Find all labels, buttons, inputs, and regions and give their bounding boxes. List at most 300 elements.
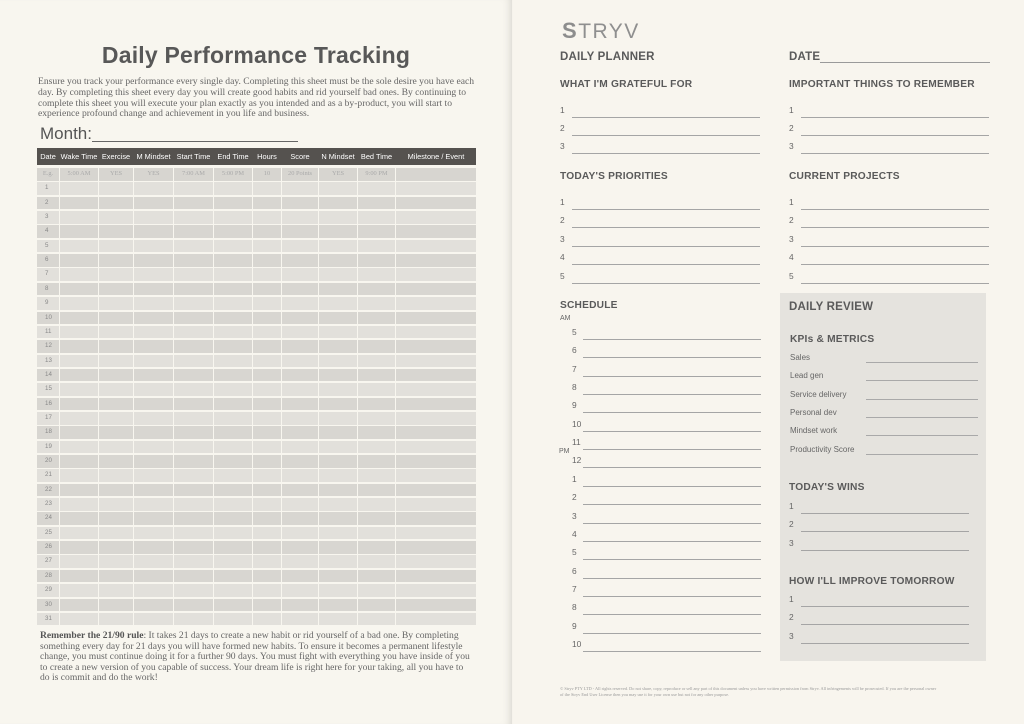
entry-cell[interactable] bbox=[253, 340, 281, 353]
entry-cell[interactable] bbox=[214, 182, 252, 195]
win-line[interactable] bbox=[789, 501, 969, 511]
entry-cell[interactable] bbox=[60, 254, 98, 267]
entry-cell[interactable] bbox=[396, 555, 476, 568]
entry-cell[interactable] bbox=[134, 369, 173, 382]
entry-cell[interactable] bbox=[134, 326, 173, 339]
entry-cell[interactable] bbox=[396, 340, 476, 353]
kpi-input-line[interactable] bbox=[866, 417, 978, 418]
kpi-input-line[interactable] bbox=[866, 399, 978, 400]
entry-cell[interactable] bbox=[174, 283, 213, 296]
entry-cell[interactable] bbox=[99, 326, 133, 339]
entry-cell[interactable] bbox=[134, 240, 173, 253]
entry-cell[interactable] bbox=[282, 268, 318, 281]
remember-line[interactable] bbox=[789, 123, 989, 133]
entry-cell[interactable] bbox=[99, 283, 133, 296]
entry-cell[interactable] bbox=[60, 326, 98, 339]
entry-cell[interactable] bbox=[134, 455, 173, 468]
entry-cell[interactable] bbox=[60, 469, 98, 482]
entry-cell[interactable] bbox=[134, 312, 173, 325]
entry-cell[interactable] bbox=[396, 240, 476, 253]
entry-cell[interactable] bbox=[99, 340, 133, 353]
grateful-line[interactable] bbox=[560, 141, 760, 151]
entry-cell[interactable] bbox=[358, 312, 395, 325]
entry-cell[interactable] bbox=[396, 412, 476, 425]
entry-cell[interactable] bbox=[214, 570, 252, 583]
entry-cell[interactable] bbox=[282, 599, 318, 612]
entry-cell[interactable] bbox=[174, 498, 213, 511]
entry-cell[interactable] bbox=[358, 398, 395, 411]
entry-cell[interactable] bbox=[134, 254, 173, 267]
entry-cell[interactable] bbox=[358, 197, 395, 210]
grateful-line[interactable] bbox=[560, 123, 760, 133]
entry-cell[interactable] bbox=[134, 340, 173, 353]
entry-cell[interactable] bbox=[319, 369, 357, 382]
entry-cell[interactable] bbox=[396, 512, 476, 525]
entry-cell[interactable] bbox=[282, 211, 318, 224]
entry-cell[interactable] bbox=[60, 283, 98, 296]
entry-cell[interactable] bbox=[134, 613, 173, 626]
entry-cell[interactable] bbox=[174, 512, 213, 525]
entry-cell[interactable] bbox=[99, 541, 133, 554]
entry-cell[interactable] bbox=[253, 441, 281, 454]
entry-cell[interactable] bbox=[99, 182, 133, 195]
project-line[interactable] bbox=[789, 215, 989, 225]
entry-cell[interactable] bbox=[253, 599, 281, 612]
entry-cell[interactable] bbox=[99, 240, 133, 253]
entry-cell[interactable] bbox=[60, 527, 98, 540]
project-line[interactable] bbox=[789, 197, 989, 207]
project-line[interactable] bbox=[789, 234, 989, 244]
entry-cell[interactable] bbox=[214, 555, 252, 568]
entry-cell[interactable] bbox=[253, 469, 281, 482]
entry-cell[interactable] bbox=[319, 283, 357, 296]
entry-cell[interactable] bbox=[99, 498, 133, 511]
entry-cell[interactable] bbox=[319, 512, 357, 525]
entry-cell[interactable] bbox=[358, 340, 395, 353]
entry-cell[interactable] bbox=[282, 225, 318, 238]
entry-cell[interactable] bbox=[134, 484, 173, 497]
kpi-input-line[interactable] bbox=[866, 454, 978, 455]
entry-cell[interactable] bbox=[253, 555, 281, 568]
schedule-line[interactable] bbox=[572, 419, 761, 429]
entry-cell[interactable] bbox=[134, 383, 173, 396]
entry-cell[interactable] bbox=[60, 426, 98, 439]
entry-cell[interactable] bbox=[134, 584, 173, 597]
entry-cell[interactable] bbox=[174, 340, 213, 353]
entry-cell[interactable] bbox=[319, 355, 357, 368]
entry-cell[interactable] bbox=[99, 570, 133, 583]
entry-cell[interactable] bbox=[174, 369, 213, 382]
entry-cell[interactable] bbox=[60, 412, 98, 425]
entry-cell[interactable] bbox=[282, 412, 318, 425]
entry-cell[interactable] bbox=[396, 498, 476, 511]
entry-cell[interactable] bbox=[396, 441, 476, 454]
entry-cell[interactable] bbox=[396, 268, 476, 281]
schedule-line[interactable] bbox=[572, 364, 761, 374]
entry-cell[interactable] bbox=[60, 197, 98, 210]
entry-cell[interactable] bbox=[358, 613, 395, 626]
entry-cell[interactable] bbox=[396, 613, 476, 626]
entry-cell[interactable] bbox=[282, 441, 318, 454]
entry-cell[interactable] bbox=[214, 398, 252, 411]
entry-cell[interactable] bbox=[134, 441, 173, 454]
entry-cell[interactable] bbox=[99, 268, 133, 281]
entry-cell[interactable] bbox=[60, 355, 98, 368]
entry-cell[interactable] bbox=[214, 599, 252, 612]
entry-cell[interactable] bbox=[99, 584, 133, 597]
entry-cell[interactable] bbox=[174, 613, 213, 626]
entry-cell[interactable] bbox=[282, 555, 318, 568]
entry-cell[interactable] bbox=[99, 555, 133, 568]
entry-cell[interactable] bbox=[134, 283, 173, 296]
entry-cell[interactable] bbox=[319, 570, 357, 583]
entry-cell[interactable] bbox=[282, 541, 318, 554]
entry-cell[interactable] bbox=[253, 268, 281, 281]
schedule-line[interactable] bbox=[572, 621, 761, 631]
entry-cell[interactable] bbox=[174, 584, 213, 597]
entry-cell[interactable] bbox=[282, 326, 318, 339]
entry-cell[interactable] bbox=[214, 484, 252, 497]
entry-cell[interactable] bbox=[253, 225, 281, 238]
priority-line[interactable] bbox=[560, 252, 760, 262]
entry-cell[interactable] bbox=[396, 225, 476, 238]
entry-cell[interactable] bbox=[319, 555, 357, 568]
entry-cell[interactable] bbox=[253, 484, 281, 497]
entry-cell[interactable] bbox=[134, 182, 173, 195]
entry-cell[interactable] bbox=[60, 570, 98, 583]
entry-cell[interactable] bbox=[214, 326, 252, 339]
entry-cell[interactable] bbox=[174, 297, 213, 310]
entry-cell[interactable] bbox=[134, 398, 173, 411]
entry-cell[interactable] bbox=[282, 426, 318, 439]
entry-cell[interactable] bbox=[253, 398, 281, 411]
entry-cell[interactable] bbox=[99, 297, 133, 310]
entry-cell[interactable] bbox=[319, 398, 357, 411]
entry-cell[interactable] bbox=[319, 254, 357, 267]
entry-cell[interactable] bbox=[358, 211, 395, 224]
entry-cell[interactable] bbox=[99, 197, 133, 210]
entry-cell[interactable] bbox=[358, 441, 395, 454]
entry-cell[interactable] bbox=[282, 297, 318, 310]
entry-cell[interactable] bbox=[214, 254, 252, 267]
entry-cell[interactable] bbox=[99, 398, 133, 411]
entry-cell[interactable] bbox=[99, 312, 133, 325]
schedule-line[interactable] bbox=[572, 602, 761, 612]
kpi-input-line[interactable] bbox=[866, 435, 978, 436]
entry-cell[interactable] bbox=[99, 527, 133, 540]
schedule-line[interactable] bbox=[572, 345, 761, 355]
entry-cell[interactable] bbox=[253, 383, 281, 396]
month-field[interactable] bbox=[40, 124, 300, 144]
entry-cell[interactable] bbox=[99, 613, 133, 626]
entry-cell[interactable] bbox=[282, 355, 318, 368]
entry-cell[interactable] bbox=[174, 570, 213, 583]
entry-cell[interactable] bbox=[253, 512, 281, 525]
entry-cell[interactable] bbox=[282, 498, 318, 511]
entry-cell[interactable] bbox=[214, 455, 252, 468]
entry-cell[interactable] bbox=[319, 340, 357, 353]
entry-cell[interactable] bbox=[282, 340, 318, 353]
entry-cell[interactable] bbox=[134, 527, 173, 540]
entry-cell[interactable] bbox=[60, 512, 98, 525]
entry-cell[interactable] bbox=[174, 599, 213, 612]
entry-cell[interactable] bbox=[99, 469, 133, 482]
schedule-line[interactable] bbox=[572, 584, 761, 594]
entry-cell[interactable] bbox=[134, 469, 173, 482]
entry-cell[interactable] bbox=[319, 197, 357, 210]
entry-cell[interactable] bbox=[253, 541, 281, 554]
entry-cell[interactable] bbox=[319, 312, 357, 325]
entry-cell[interactable] bbox=[282, 484, 318, 497]
entry-cell[interactable] bbox=[214, 584, 252, 597]
entry-cell[interactable] bbox=[214, 383, 252, 396]
remember-line[interactable] bbox=[789, 105, 989, 115]
kpi-input-line[interactable] bbox=[866, 362, 978, 363]
entry-cell[interactable] bbox=[174, 197, 213, 210]
entry-cell[interactable] bbox=[134, 498, 173, 511]
entry-cell[interactable] bbox=[253, 613, 281, 626]
entry-cell[interactable] bbox=[319, 469, 357, 482]
entry-cell[interactable] bbox=[282, 283, 318, 296]
entry-cell[interactable] bbox=[396, 484, 476, 497]
entry-cell[interactable] bbox=[214, 340, 252, 353]
entry-cell[interactable] bbox=[319, 599, 357, 612]
entry-cell[interactable] bbox=[60, 297, 98, 310]
entry-cell[interactable] bbox=[253, 283, 281, 296]
entry-cell[interactable] bbox=[99, 254, 133, 267]
entry-cell[interactable] bbox=[319, 527, 357, 540]
entry-cell[interactable] bbox=[134, 297, 173, 310]
entry-cell[interactable] bbox=[214, 297, 252, 310]
entry-cell[interactable] bbox=[396, 570, 476, 583]
entry-cell[interactable] bbox=[99, 355, 133, 368]
entry-cell[interactable] bbox=[282, 469, 318, 482]
entry-cell[interactable] bbox=[60, 498, 98, 511]
entry-cell[interactable] bbox=[358, 541, 395, 554]
entry-cell[interactable] bbox=[319, 297, 357, 310]
entry-cell[interactable] bbox=[214, 527, 252, 540]
entry-cell[interactable] bbox=[253, 412, 281, 425]
win-line[interactable] bbox=[789, 538, 969, 548]
entry-cell[interactable] bbox=[358, 383, 395, 396]
entry-cell[interactable] bbox=[174, 469, 213, 482]
entry-cell[interactable] bbox=[396, 312, 476, 325]
entry-cell[interactable] bbox=[99, 426, 133, 439]
entry-cell[interactable] bbox=[134, 555, 173, 568]
improve-line[interactable] bbox=[789, 594, 969, 604]
entry-cell[interactable] bbox=[396, 398, 476, 411]
improve-line[interactable] bbox=[789, 612, 969, 622]
entry-cell[interactable] bbox=[214, 412, 252, 425]
entry-cell[interactable] bbox=[214, 426, 252, 439]
entry-cell[interactable] bbox=[319, 182, 357, 195]
entry-cell[interactable] bbox=[358, 369, 395, 382]
entry-cell[interactable] bbox=[319, 211, 357, 224]
priority-line[interactable] bbox=[560, 215, 760, 225]
entry-cell[interactable] bbox=[282, 512, 318, 525]
entry-cell[interactable] bbox=[99, 383, 133, 396]
entry-cell[interactable] bbox=[134, 599, 173, 612]
schedule-line[interactable] bbox=[572, 511, 761, 521]
entry-cell[interactable] bbox=[319, 455, 357, 468]
schedule-line[interactable] bbox=[572, 455, 761, 465]
entry-cell[interactable] bbox=[214, 441, 252, 454]
entry-cell[interactable] bbox=[174, 455, 213, 468]
grateful-line[interactable] bbox=[560, 105, 760, 115]
entry-cell[interactable] bbox=[358, 297, 395, 310]
entry-cell[interactable] bbox=[253, 240, 281, 253]
entry-cell[interactable] bbox=[99, 412, 133, 425]
entry-cell[interactable] bbox=[358, 484, 395, 497]
entry-cell[interactable] bbox=[134, 570, 173, 583]
entry-cell[interactable] bbox=[358, 355, 395, 368]
entry-cell[interactable] bbox=[358, 225, 395, 238]
entry-cell[interactable] bbox=[319, 441, 357, 454]
entry-cell[interactable] bbox=[60, 455, 98, 468]
entry-cell[interactable] bbox=[396, 541, 476, 554]
entry-cell[interactable] bbox=[282, 369, 318, 382]
entry-cell[interactable] bbox=[214, 498, 252, 511]
entry-cell[interactable] bbox=[396, 426, 476, 439]
priority-line[interactable] bbox=[560, 234, 760, 244]
entry-cell[interactable] bbox=[253, 355, 281, 368]
entry-cell[interactable] bbox=[358, 240, 395, 253]
entry-cell[interactable] bbox=[214, 211, 252, 224]
entry-cell[interactable] bbox=[282, 182, 318, 195]
entry-cell[interactable] bbox=[358, 599, 395, 612]
entry-cell[interactable] bbox=[396, 369, 476, 382]
entry-cell[interactable] bbox=[253, 326, 281, 339]
entry-cell[interactable] bbox=[319, 498, 357, 511]
entry-cell[interactable] bbox=[253, 527, 281, 540]
entry-cell[interactable] bbox=[214, 355, 252, 368]
schedule-line[interactable] bbox=[572, 639, 761, 649]
schedule-line[interactable] bbox=[572, 474, 761, 484]
entry-cell[interactable] bbox=[282, 398, 318, 411]
win-line[interactable] bbox=[789, 519, 969, 529]
entry-cell[interactable] bbox=[214, 369, 252, 382]
entry-cell[interactable] bbox=[282, 197, 318, 210]
entry-cell[interactable] bbox=[253, 197, 281, 210]
entry-cell[interactable] bbox=[396, 283, 476, 296]
entry-cell[interactable] bbox=[396, 355, 476, 368]
entry-cell[interactable] bbox=[396, 254, 476, 267]
entry-cell[interactable] bbox=[253, 498, 281, 511]
entry-cell[interactable] bbox=[60, 340, 98, 353]
entry-cell[interactable] bbox=[253, 297, 281, 310]
entry-cell[interactable] bbox=[134, 225, 173, 238]
date-field[interactable] bbox=[820, 62, 990, 63]
entry-cell[interactable] bbox=[319, 541, 357, 554]
entry-cell[interactable] bbox=[253, 254, 281, 267]
schedule-line[interactable] bbox=[572, 547, 761, 557]
entry-cell[interactable] bbox=[358, 268, 395, 281]
entry-cell[interactable] bbox=[60, 182, 98, 195]
entry-cell[interactable] bbox=[358, 469, 395, 482]
entry-cell[interactable] bbox=[174, 412, 213, 425]
entry-cell[interactable] bbox=[358, 498, 395, 511]
entry-cell[interactable] bbox=[174, 182, 213, 195]
entry-cell[interactable] bbox=[319, 326, 357, 339]
entry-cell[interactable] bbox=[134, 268, 173, 281]
entry-cell[interactable] bbox=[253, 369, 281, 382]
entry-cell[interactable] bbox=[253, 182, 281, 195]
entry-cell[interactable] bbox=[396, 455, 476, 468]
entry-cell[interactable] bbox=[174, 541, 213, 554]
entry-cell[interactable] bbox=[253, 584, 281, 597]
entry-cell[interactable] bbox=[99, 484, 133, 497]
entry-cell[interactable] bbox=[174, 240, 213, 253]
entry-cell[interactable] bbox=[60, 599, 98, 612]
entry-cell[interactable] bbox=[396, 326, 476, 339]
priority-line[interactable] bbox=[560, 271, 760, 281]
entry-cell[interactable] bbox=[134, 412, 173, 425]
entry-cell[interactable] bbox=[174, 426, 213, 439]
entry-cell[interactable] bbox=[396, 469, 476, 482]
schedule-line[interactable] bbox=[572, 400, 761, 410]
entry-cell[interactable] bbox=[396, 211, 476, 224]
entry-cell[interactable] bbox=[60, 240, 98, 253]
entry-cell[interactable] bbox=[174, 268, 213, 281]
entry-cell[interactable] bbox=[358, 512, 395, 525]
entry-cell[interactable] bbox=[174, 225, 213, 238]
entry-cell[interactable] bbox=[214, 240, 252, 253]
entry-cell[interactable] bbox=[134, 512, 173, 525]
entry-cell[interactable] bbox=[60, 484, 98, 497]
entry-cell[interactable] bbox=[60, 441, 98, 454]
entry-cell[interactable] bbox=[282, 312, 318, 325]
entry-cell[interactable] bbox=[396, 182, 476, 195]
entry-cell[interactable] bbox=[396, 297, 476, 310]
entry-cell[interactable] bbox=[134, 211, 173, 224]
entry-cell[interactable] bbox=[214, 613, 252, 626]
entry-cell[interactable] bbox=[282, 383, 318, 396]
remember-line[interactable] bbox=[789, 141, 989, 151]
schedule-line[interactable] bbox=[572, 327, 761, 337]
entry-cell[interactable] bbox=[174, 312, 213, 325]
entry-cell[interactable] bbox=[253, 312, 281, 325]
schedule-line[interactable] bbox=[572, 492, 761, 502]
entry-cell[interactable] bbox=[214, 312, 252, 325]
project-line[interactable] bbox=[789, 271, 989, 281]
entry-cell[interactable] bbox=[134, 426, 173, 439]
schedule-line[interactable] bbox=[572, 437, 761, 447]
entry-cell[interactable] bbox=[282, 240, 318, 253]
entry-cell[interactable] bbox=[396, 197, 476, 210]
project-line[interactable] bbox=[789, 252, 989, 262]
entry-cell[interactable] bbox=[282, 527, 318, 540]
entry-cell[interactable] bbox=[60, 211, 98, 224]
entry-cell[interactable] bbox=[214, 197, 252, 210]
entry-cell[interactable] bbox=[99, 599, 133, 612]
entry-cell[interactable] bbox=[358, 570, 395, 583]
entry-cell[interactable] bbox=[396, 383, 476, 396]
entry-cell[interactable] bbox=[319, 412, 357, 425]
entry-cell[interactable] bbox=[282, 584, 318, 597]
entry-cell[interactable] bbox=[319, 584, 357, 597]
entry-cell[interactable] bbox=[174, 326, 213, 339]
entry-cell[interactable] bbox=[60, 613, 98, 626]
entry-cell[interactable] bbox=[319, 383, 357, 396]
entry-cell[interactable] bbox=[253, 211, 281, 224]
priority-line[interactable] bbox=[560, 197, 760, 207]
kpi-input-line[interactable] bbox=[866, 380, 978, 381]
entry-cell[interactable] bbox=[214, 225, 252, 238]
entry-cell[interactable] bbox=[60, 312, 98, 325]
schedule-line[interactable] bbox=[572, 382, 761, 392]
entry-cell[interactable] bbox=[358, 455, 395, 468]
entry-cell[interactable] bbox=[214, 283, 252, 296]
